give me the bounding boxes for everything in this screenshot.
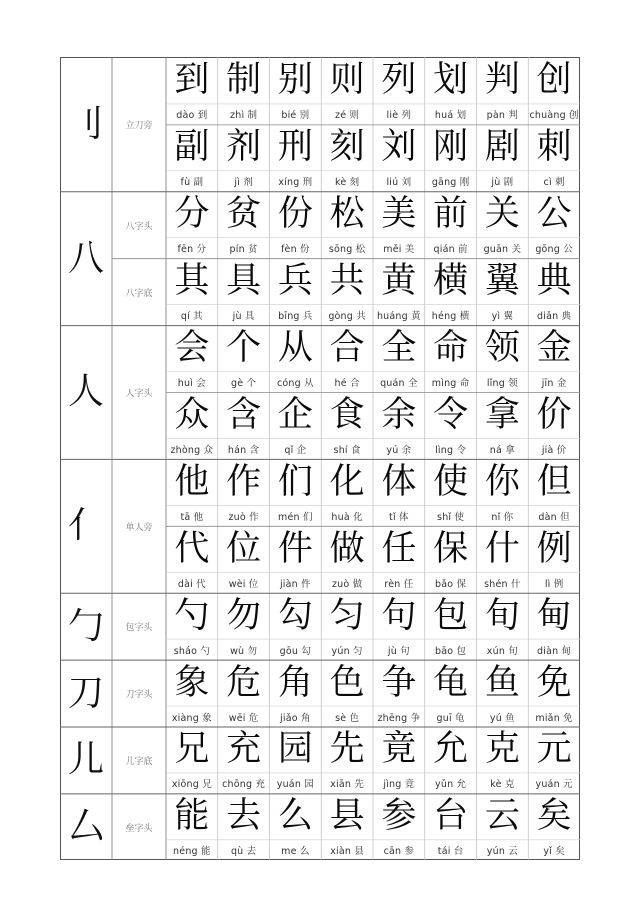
pinyin-label: cān 参 [383, 846, 415, 858]
practice-character: 判 [484, 60, 520, 101]
practice-character: 象 [174, 662, 210, 703]
pinyin-label: héng 横 [431, 311, 470, 323]
practice-character: 他 [174, 461, 210, 502]
practice-character: 食 [329, 394, 365, 435]
category-label: 单人旁 [125, 522, 153, 533]
practice-character: 具 [226, 261, 262, 302]
practice-character: 到 [174, 60, 210, 101]
pinyin-label: pàn 判 [486, 110, 519, 122]
pinyin-label: shí 食 [333, 444, 361, 456]
practice-character: 典 [536, 261, 572, 302]
pinyin-label: gāng 刚 [431, 177, 470, 189]
pinyin-label: jù 剧 [491, 177, 514, 189]
pinyin-label: gè 个 [231, 378, 257, 389]
practice-character: 龟 [433, 662, 469, 703]
category-label: 垒字头 [125, 823, 153, 834]
pinyin-label: yú 鱼 [489, 712, 515, 724]
practice-character: 副 [174, 127, 210, 168]
practice-character: 黄 [381, 261, 417, 302]
practice-character: 你 [484, 461, 520, 502]
pinyin-label: dàn 但 [538, 511, 570, 523]
practice-character: 例 [536, 528, 572, 569]
pinyin-label: lìng 令 [435, 444, 467, 456]
pinyin-label: shén 什 [484, 578, 521, 590]
pinyin-label: yǐ 矣 [543, 846, 565, 858]
category-label: 立刀旁 [125, 121, 153, 132]
pinyin-label: huáng 黄 [376, 311, 421, 323]
practice-character: 份 [277, 194, 313, 235]
practice-character: 鱼 [484, 662, 520, 703]
practice-character: 代 [174, 528, 210, 569]
pinyin-label: mìng 命 [431, 378, 470, 389]
practice-character: 勺 [174, 595, 210, 636]
practice-character: 刺 [536, 127, 572, 168]
practice-character: 兵 [277, 261, 313, 302]
category-label: 包字头 [125, 623, 153, 634]
practice-character: 保 [433, 528, 469, 569]
practice-character: 匀 [329, 595, 365, 636]
practice-character: 划 [433, 60, 469, 101]
pinyin-label: dài 代 [177, 578, 206, 590]
practice-character: 刚 [433, 127, 469, 168]
practice-character: 剂 [226, 127, 262, 168]
practice-character: 作 [226, 461, 262, 502]
pinyin-label: néng 能 [173, 846, 211, 858]
practice-character: 兄 [174, 729, 210, 770]
pinyin-label: yú 余 [386, 444, 412, 456]
pinyin-label: guān 关 [483, 244, 522, 256]
pinyin-label: hán 含 [227, 444, 260, 456]
category-label: 刀字头 [125, 690, 153, 701]
pinyin-label: jù 句 [387, 645, 410, 657]
category-label: 八字底 [125, 288, 153, 299]
pinyin-label: miǎn 免 [535, 712, 573, 724]
pinyin-label: tā 他 [180, 511, 204, 523]
practice-character: 先 [329, 729, 365, 770]
radical-label: 厶 [67, 806, 104, 848]
practice-character: 其 [174, 261, 210, 302]
practice-character: 充 [226, 729, 262, 770]
practice-character: 但 [536, 461, 572, 502]
pinyin-label: kè 刻 [334, 177, 360, 189]
pinyin-label: xíng 刑 [278, 177, 313, 189]
pinyin-label: xiōng 兄 [171, 779, 212, 791]
pinyin-label: qǐ 企 [284, 444, 307, 456]
practice-character: 危 [226, 662, 262, 703]
pinyin-label: hé 合 [334, 378, 360, 389]
category-label: 八字头 [125, 221, 153, 232]
practice-character: 竟 [381, 729, 417, 770]
pinyin-label: gōng 公 [535, 244, 573, 256]
pinyin-label: qí 其 [180, 311, 203, 323]
pinyin-label: kè 克 [490, 779, 515, 791]
pinyin-label: tái 台 [437, 846, 464, 858]
pinyin-label: sè 色 [335, 712, 360, 724]
practice-character: 允 [433, 729, 469, 770]
practice-character: 金 [536, 328, 572, 369]
practice-character: 勾 [277, 595, 313, 636]
practice-character: 列 [381, 60, 417, 101]
practice-character: 甸 [536, 595, 572, 636]
pinyin-label: quán 全 [380, 378, 418, 389]
pinyin-label: fù 副 [180, 177, 204, 189]
practice-character: 元 [536, 729, 572, 770]
radical-label: 亻 [67, 505, 104, 547]
pinyin-label: jiàn 件 [279, 578, 311, 590]
practice-character: 命 [433, 328, 469, 369]
practice-character: 刘 [381, 127, 417, 168]
practice-character: 角 [277, 662, 313, 703]
practice-character: 余 [381, 394, 417, 435]
pinyin-label: guī 龟 [436, 712, 465, 724]
pinyin-label: chōng 充 [222, 779, 266, 791]
pinyin-label: mén 们 [278, 511, 313, 523]
pinyin-label: gōu 勾 [279, 645, 312, 657]
pinyin-label: zé 则 [335, 110, 360, 122]
practice-character: 公 [536, 194, 572, 235]
pinyin-label: yuán 元 [535, 779, 573, 791]
pinyin-label: jì 剂 [234, 177, 253, 189]
practice-character: 位 [226, 528, 262, 569]
pinyin-label: xiān 先 [330, 779, 365, 791]
practice-character: 个 [226, 328, 262, 369]
practice-character: 做 [329, 528, 365, 569]
pinyin-label: nǐ 你 [491, 511, 514, 523]
practice-character: 参 [381, 796, 417, 837]
practice-character: 翼 [484, 261, 520, 302]
pinyin-label: rèn 任 [384, 578, 414, 590]
practice-character: 横 [433, 261, 469, 302]
practice-character: 什 [484, 528, 520, 569]
pinyin-label: měi 美 [383, 244, 415, 256]
practice-character: 众 [174, 394, 210, 435]
radical-practice-sheet [60, 57, 580, 860]
practice-character: 则 [329, 60, 365, 101]
pinyin-label: zhòng 众 [170, 444, 214, 456]
pinyin-label: zuò 作 [228, 511, 259, 523]
pinyin-label: huà 化 [331, 511, 363, 523]
practice-character: 刻 [329, 127, 365, 168]
practice-character: 全 [381, 328, 417, 369]
practice-character: 分 [174, 194, 210, 235]
pinyin-label: yì 翼 [491, 311, 514, 323]
pinyin-label: ná 拿 [489, 444, 515, 456]
practice-character: 化 [329, 461, 365, 502]
radical-label: 儿 [67, 739, 104, 781]
practice-character: 使 [433, 461, 469, 502]
pinyin-label: diǎn 典 [537, 311, 572, 323]
pinyin-label: yún 云 [486, 846, 518, 858]
practice-character: 刑 [277, 127, 313, 168]
radical-label: 勹 [67, 605, 104, 647]
practice-character: 体 [381, 461, 417, 502]
category-label: 人字头 [125, 388, 153, 399]
pinyin-label: jīn 金 [541, 378, 567, 389]
pinyin-label: chuàng 创 [529, 110, 579, 122]
pinyin-label: qián 前 [433, 244, 468, 256]
pinyin-label: zuò 做 [331, 578, 363, 590]
radical-label: 人 [67, 371, 104, 413]
pinyin-label: bié 别 [281, 110, 310, 122]
pinyin-label: dào 到 [176, 110, 208, 122]
practice-character: 句 [381, 595, 417, 636]
practice-character: 含 [226, 394, 262, 435]
pinyin-label: huá 划 [434, 110, 467, 122]
pinyin-label: bīng 兵 [278, 311, 313, 323]
practice-character: 别 [277, 60, 313, 101]
pinyin-label: wù 勿 [230, 645, 258, 657]
pinyin-label: yǔn 允 [435, 779, 467, 791]
practice-character: 从 [277, 328, 313, 369]
pinyin-label: wèi 位 [228, 578, 259, 590]
pinyin-label: sōng 松 [328, 244, 366, 256]
practice-character: 免 [536, 662, 572, 703]
practice-character: 贫 [226, 194, 262, 235]
practice-character: 拿 [484, 394, 520, 435]
practice-character: 企 [277, 394, 313, 435]
practice-character: 关 [484, 194, 520, 235]
pinyin-label: xiàn 县 [330, 846, 365, 858]
category-label: 儿字底 [125, 756, 153, 767]
practice-character: 前 [433, 194, 469, 235]
pinyin-label: lǐng 领 [486, 378, 518, 389]
pinyin-label: liú 刘 [386, 177, 412, 189]
practice-character: 美 [381, 194, 417, 235]
practice-character: 价 [536, 394, 572, 435]
radical-label: 刂 [67, 103, 104, 145]
pinyin-label: gòng 共 [328, 311, 366, 323]
practice-character: 旬 [484, 595, 520, 636]
practice-character: 制 [226, 60, 262, 101]
pinyin-label: jìng 竟 [383, 779, 415, 791]
pinyin-label: yún 匀 [331, 645, 363, 657]
practice-character: 台 [433, 796, 469, 837]
pinyin-label: xiàng 象 [171, 712, 212, 724]
pinyin-label: shǐ 使 [437, 511, 465, 523]
pinyin-label: zhēng 争 [377, 712, 421, 724]
practice-character: 勿 [226, 595, 262, 636]
radical-label: 刀 [67, 672, 104, 714]
pinyin-label: sháo 勺 [173, 645, 211, 657]
practice-character: 们 [277, 461, 313, 502]
practice-character: 共 [329, 261, 365, 302]
pinyin-label: jù 具 [232, 311, 255, 323]
practice-character: 去 [226, 796, 262, 837]
practice-character: 任 [381, 528, 417, 569]
pinyin-label: cóng 从 [276, 378, 314, 389]
practice-character: 松 [329, 194, 365, 235]
pinyin-label: huì 会 [177, 378, 206, 389]
practice-character: 创 [536, 60, 572, 101]
pinyin-label: tǐ 体 [389, 511, 409, 523]
practice-character: 令 [433, 394, 469, 435]
practice-character: 克 [484, 729, 520, 770]
pinyin-label: pín 贫 [229, 244, 258, 256]
pinyin-label: wēi 危 [228, 712, 259, 724]
pinyin-label: qù 去 [230, 846, 257, 858]
practice-character: 园 [277, 729, 313, 770]
pinyin-label: lì 例 [544, 578, 564, 590]
pinyin-label: xún 旬 [486, 645, 518, 657]
practice-character: 云 [484, 796, 520, 837]
pinyin-label: zhì 制 [230, 110, 258, 122]
pinyin-label: fèn 份 [281, 244, 310, 256]
pinyin-label: diàn 甸 [537, 645, 572, 657]
practice-character: 剧 [484, 127, 520, 168]
practice-character: 能 [174, 796, 210, 837]
pinyin-label: bāo 包 [435, 645, 467, 657]
practice-character: 县 [329, 796, 365, 837]
radical-label: 八 [67, 237, 104, 279]
pinyin-label: me 么 [281, 846, 310, 858]
pinyin-label: fēn 分 [177, 244, 207, 256]
pinyin-label: bǎo 保 [435, 578, 467, 590]
pinyin-label: jià 价 [541, 444, 567, 456]
pinyin-label: jiǎo 角 [280, 712, 311, 724]
practice-character: 包 [433, 595, 469, 636]
practice-character: 会 [174, 328, 210, 369]
practice-character: 矣 [536, 796, 572, 837]
practice-character: 争 [381, 662, 417, 703]
practice-character: 么 [277, 796, 313, 837]
pinyin-label: cì 刺 [543, 177, 565, 189]
practice-character: 色 [329, 662, 365, 703]
practice-character: 合 [329, 328, 365, 369]
practice-character: 件 [277, 528, 313, 569]
pinyin-label: liè 列 [386, 110, 412, 122]
practice-character: 领 [484, 328, 520, 369]
pinyin-label: yuán 园 [276, 779, 314, 791]
